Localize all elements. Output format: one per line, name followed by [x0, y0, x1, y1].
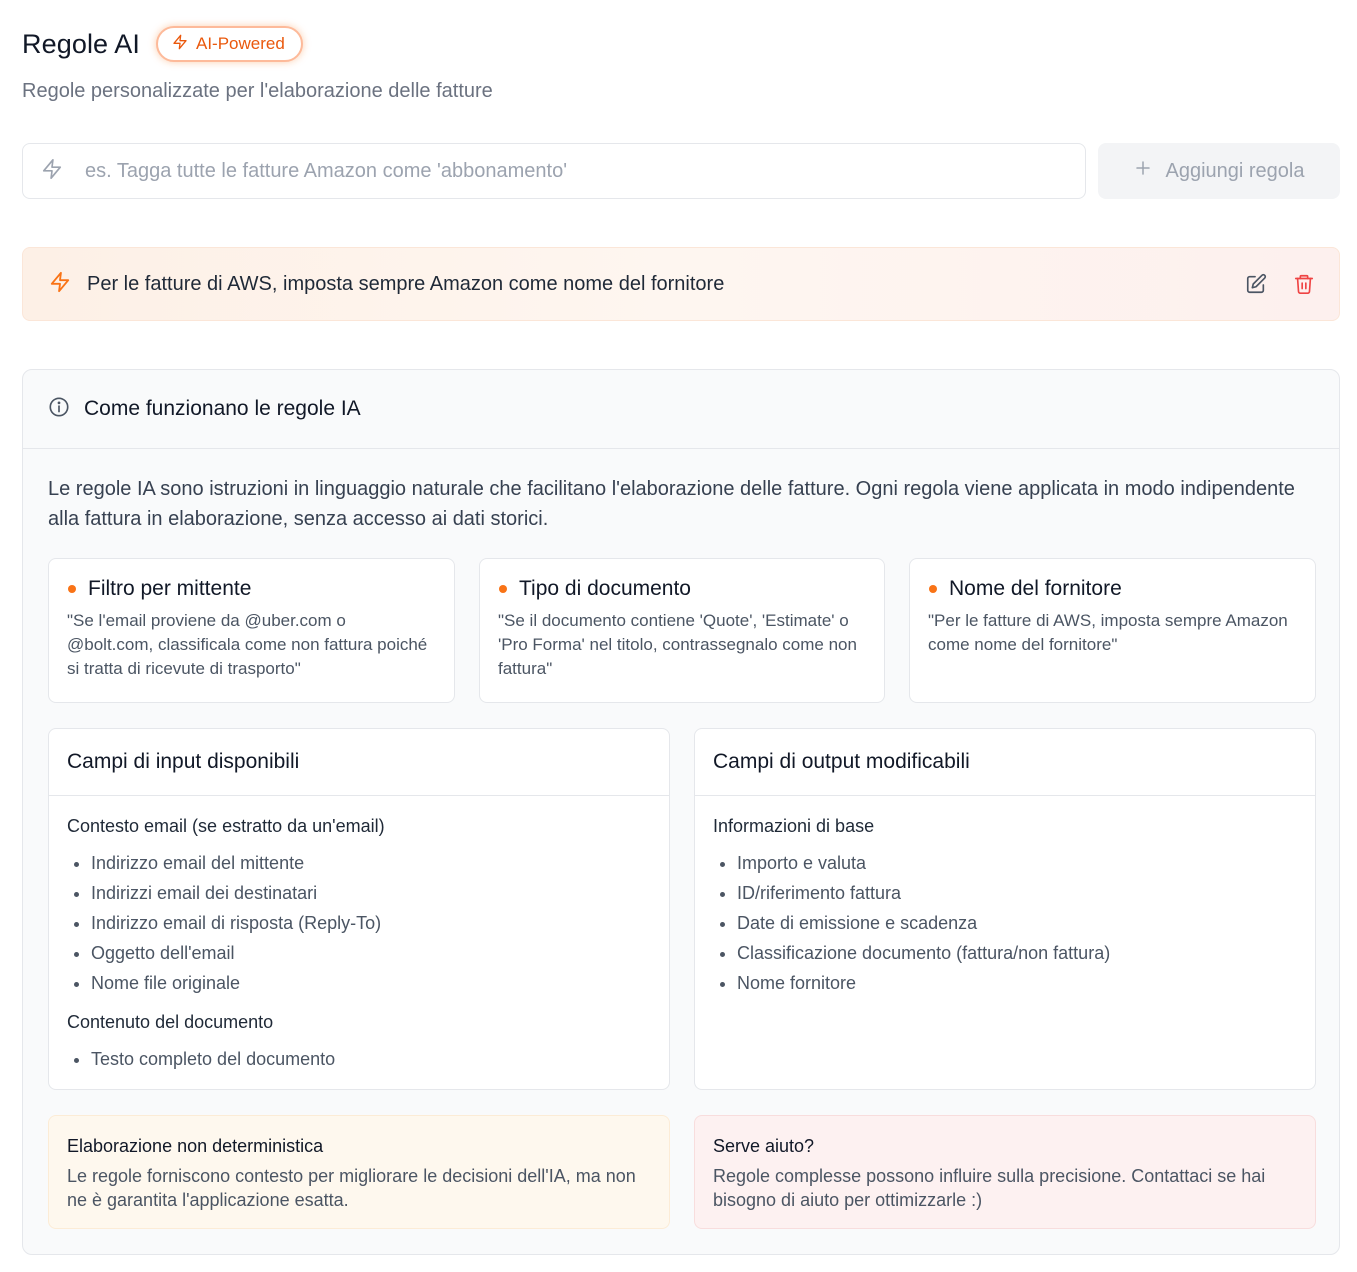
- example-title-row: [498, 577, 866, 601]
- page-header: [22, 22, 1340, 103]
- list-item: • Oggetto dell'email: [91, 938, 651, 968]
- non-deterministic-note: [48, 1115, 670, 1229]
- example-title: Filtro per mittente: [88, 577, 252, 600]
- new-rule-row: [22, 143, 1340, 199]
- list-item: • Classificazione documento (fattura/non fattura): [737, 938, 1297, 968]
- field-group-title: Contesto email (se estratto da un'email): [67, 816, 385, 836]
- list-item: • Indirizzo email di risposta (Reply-To): [91, 908, 651, 938]
- example-title: Tipo di documento: [519, 577, 691, 600]
- input-fields-title: Campi di input disponibili: [49, 729, 669, 796]
- bullet-dot-icon: [929, 585, 937, 593]
- list-item: • Indirizzi email dei destinatari: [91, 878, 651, 908]
- page-title: Regole AI: [22, 28, 140, 59]
- rule-input[interactable]: [83, 159, 1047, 184]
- list-item: • Indirizzo email del mittente: [91, 848, 651, 878]
- note-text: Regole complesse possono influire sulla precisione. Contattaci se hai bisogno di aiuto per ottimizzarle :): [713, 1166, 1266, 1210]
- info-icon: [48, 396, 70, 423]
- note-text: Le regole forniscono contesto per migliorare le decisioni dell'IA, ma non ne è garantita l'applicazione esatta.: [67, 1166, 636, 1210]
- field-list: [67, 1044, 651, 1074]
- badge-label: AI-Powered: [195, 34, 285, 53]
- input-fields-body: [49, 796, 669, 1074]
- output-fields-body: [695, 796, 1315, 998]
- list-item: • Nome fornitore: [737, 968, 1297, 998]
- edit-icon[interactable]: [1245, 273, 1267, 295]
- example-card: [479, 558, 885, 703]
- bullet-dot-icon: [68, 585, 76, 593]
- info-panel: [22, 369, 1340, 1255]
- help-note: [694, 1115, 1316, 1229]
- list-item: • Testo completo del documento: [91, 1044, 651, 1074]
- lightning-icon: [41, 158, 63, 185]
- title-row: [22, 22, 1340, 66]
- example-card: [48, 558, 455, 703]
- lightning-icon: [49, 271, 71, 298]
- field-list: [713, 848, 1297, 998]
- rule-input-wrapper: [22, 143, 1086, 199]
- info-header: [23, 370, 1339, 449]
- example-title-row: [67, 577, 436, 601]
- field-list: [67, 848, 651, 998]
- add-rule-button[interactable]: [1098, 143, 1340, 199]
- field-group-title: Informazioni di base: [713, 816, 875, 836]
- example-text: "Se il documento contiene 'Quote', 'Estimate' o 'Pro Forma' nel titolo, contrassegnalo come non fattura": [498, 611, 857, 678]
- rule-item: [22, 247, 1340, 321]
- info-title: Come funzionano le regole IA: [84, 397, 361, 420]
- output-fields-card: [694, 728, 1316, 1090]
- example-text: "Se l'email proviene da @uber.com o @bolt.com, classificala come non fattura poiché si tratta di ricevute di trasporto": [67, 611, 428, 678]
- note-title: Elaborazione non deterministica: [67, 1136, 324, 1156]
- input-fields-card: [48, 728, 670, 1090]
- rule-text: Per le fatture di AWS, imposta sempre Amazon come nome del fornitore: [87, 272, 725, 295]
- example-card: [909, 558, 1316, 703]
- field-group-title: Contenuto del documento: [67, 1012, 274, 1032]
- bullet-dot-icon: [499, 585, 507, 593]
- page-subtitle: Regole personalizzate per l'elaborazione delle fatture: [22, 80, 493, 102]
- trash-icon[interactable]: [1293, 273, 1315, 295]
- plus-icon: [1134, 159, 1152, 183]
- rule-actions: [1245, 273, 1339, 295]
- info-description: Le regole IA sono istruzioni in linguaggio naturale che facilitano l'elaborazione delle fatture. Ogni regola viene applicata in modo indipendente alla fattura in elaborazione, senza accesso ai dati storici.: [48, 478, 1295, 530]
- lightning-icon: [172, 34, 188, 55]
- example-title: Nome del fornitore: [949, 577, 1122, 600]
- add-rule-label: Aggiungi regola: [1165, 159, 1305, 182]
- example-title-row: [928, 577, 1297, 601]
- example-text: "Per le fatture di AWS, imposta sempre Amazon come nome del fornitore": [928, 611, 1288, 654]
- list-item: • Nome file originale: [91, 968, 651, 998]
- list-item: • ID/riferimento fattura: [737, 878, 1297, 908]
- list-item: • Importo e valuta: [737, 848, 1297, 878]
- ai-powered-badge: [156, 26, 303, 62]
- output-fields-title: Campi di output modificabili: [695, 729, 1315, 796]
- note-title: Serve aiuto?: [713, 1136, 815, 1156]
- list-item: • Date di emissione e scadenza: [737, 908, 1297, 938]
